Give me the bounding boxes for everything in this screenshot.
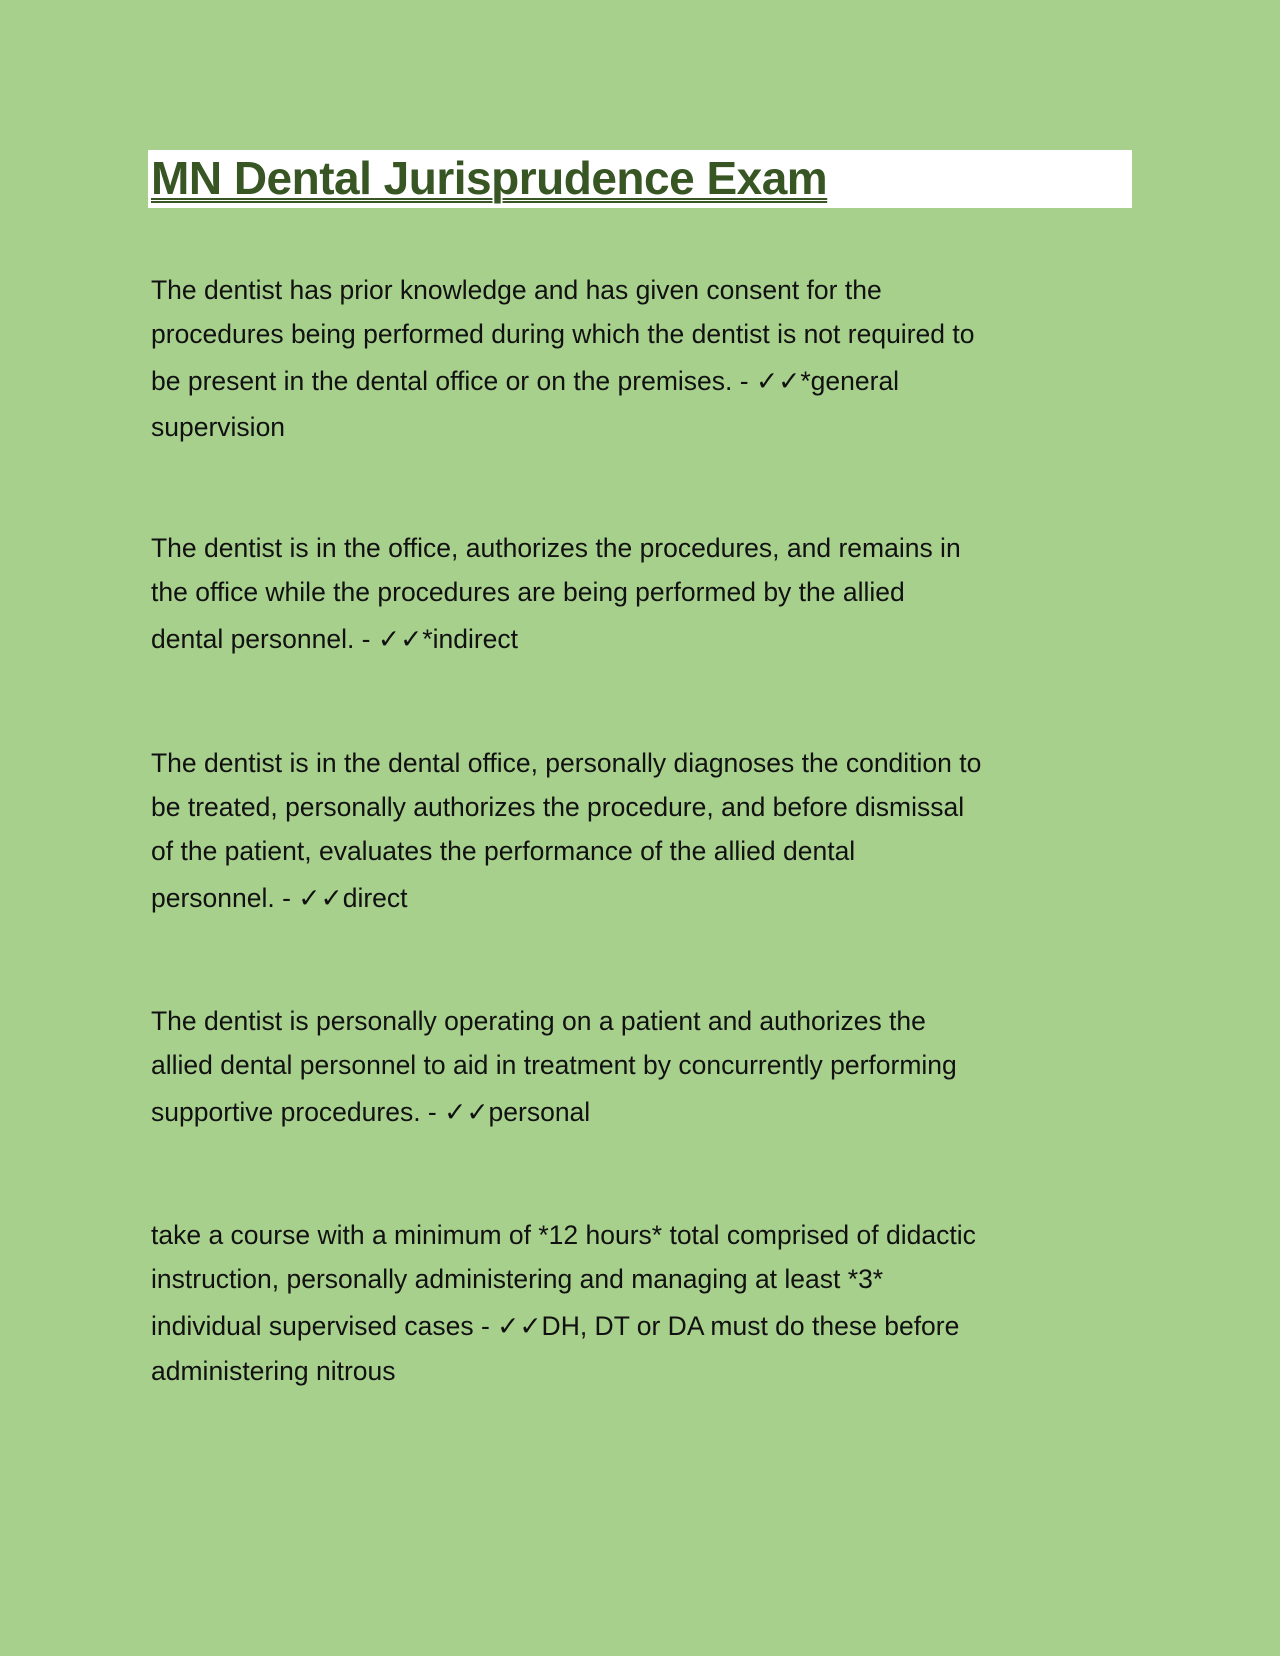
card-text-line: individual supervised cases - ✓✓DH, DT or DA must do these before [151, 1311, 960, 1341]
card-text-line: personnel. - ✓✓direct [151, 883, 408, 913]
card-text-line: be present in the dental office or on the premises. - ✓✓*general [151, 366, 900, 396]
card-text-line: the office while the procedures are being performed by the allied [151, 577, 905, 607]
card-text-line: administering nitrous [151, 1356, 396, 1386]
card-text-line: supervision [151, 412, 286, 442]
card-text-line: dental personnel. - ✓✓*indirect [151, 624, 519, 654]
card-text-line: The dentist has prior knowledge and has given consent for the [151, 275, 882, 305]
card-text-line: supportive procedures. - ✓✓personal [151, 1097, 591, 1127]
card-text-line: take a course with a minimum of *12 hours* total comprised of didactic [151, 1220, 976, 1250]
card-text-line: of the patient, evaluates the performance of the allied dental [151, 836, 856, 866]
card-text-line: The dentist is in the office, authorizes the procedures, and remains in [151, 533, 961, 563]
card-text-line: be treated, personally authorizes the procedure, and before dismissal [151, 792, 965, 822]
card-text-line: procedures being performed during which the dentist is not required to [151, 319, 975, 349]
card-text-line: allied dental personnel to aid in treatment by concurrently performing [151, 1050, 957, 1080]
card-text-line: instruction, personally administering and managing at least *3* [151, 1264, 884, 1294]
page-title: MN Dental Jurisprudence Exam [151, 152, 828, 204]
card-text-line: The dentist is personally operating on a patient and authorizes the [151, 1006, 926, 1036]
card-text-line: The dentist is in the dental office, personally diagnoses the condition to [151, 748, 982, 778]
